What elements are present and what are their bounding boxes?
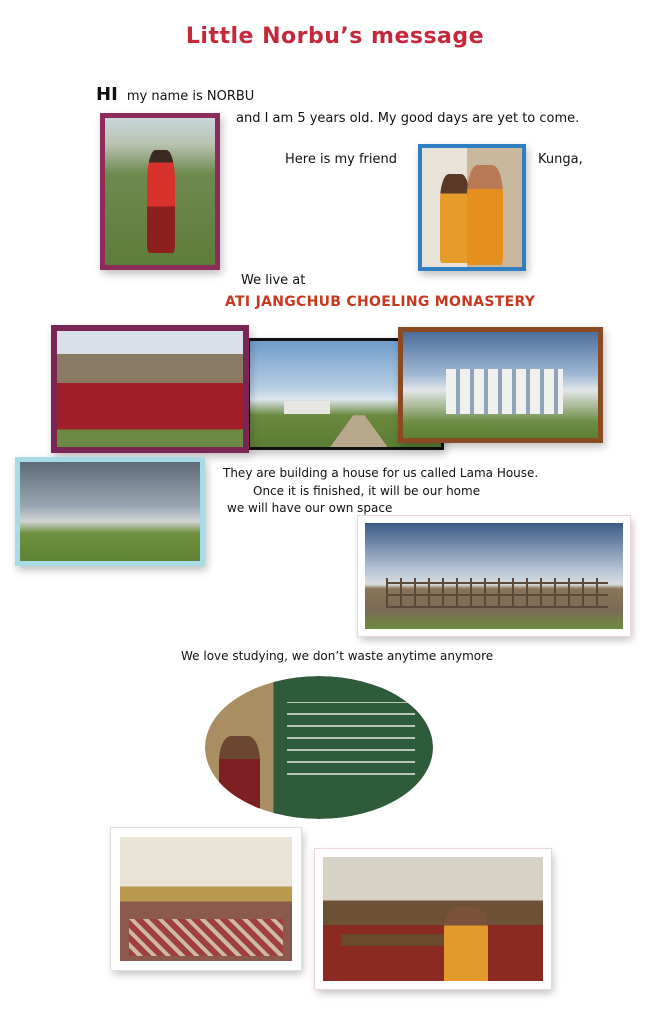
desk-study-photo [315,849,551,989]
room-study-photo [111,828,301,970]
intro-line [96,84,254,105]
monks-group-photo [51,325,249,453]
norbu-photo [100,113,220,270]
house-line-1: They are building a house for us called Lama House. [223,466,539,480]
hi-text: HI [96,84,118,105]
age-text: and I am 5 years old. My good days are yet to come. [236,111,580,126]
classroom-photo [205,676,433,819]
monastery-name: ATI JANGCHUB CHOELING MONASTERY [225,294,536,310]
construction-site-photo [358,516,630,636]
house-line-3: we will have our own space [227,501,393,515]
live-at-label: We live at [241,273,306,288]
friend-name-text: Kunga, [538,152,583,167]
friend-text: Here is my friend [285,152,397,167]
lama-house-field-photo [15,457,205,566]
study-text: We love studying, we don’t waste anytime anymore [181,649,494,663]
monastery-building-photo [398,327,603,443]
page-title: Little Norbu’s message [185,24,485,49]
name-text: my name is NORBU [126,89,255,104]
house-line-2: Once it is finished, it will be our home [253,484,481,498]
kunga-photo [418,144,526,271]
